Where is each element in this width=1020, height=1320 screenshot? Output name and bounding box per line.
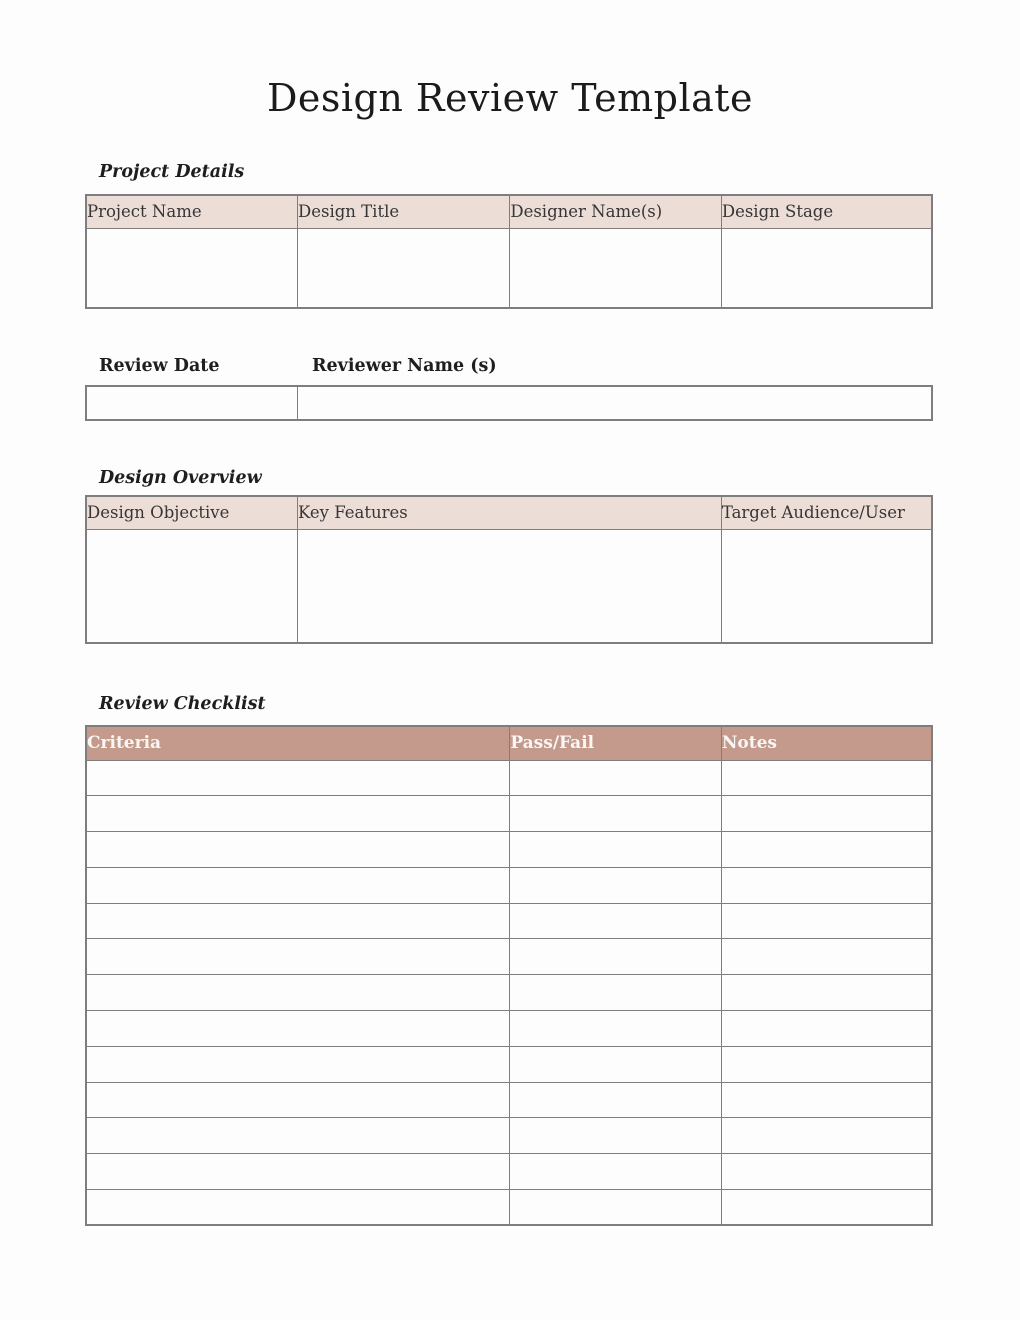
pass-fail-cell[interactable] [510, 1011, 722, 1047]
column-header-designer-names: Designer Name(s) [510, 195, 722, 228]
criteria-cell[interactable] [86, 1011, 510, 1047]
pass-fail-cell[interactable] [510, 796, 722, 832]
notes-cell[interactable] [721, 975, 932, 1011]
notes-cell[interactable] [721, 832, 932, 868]
design-objective-cell[interactable] [86, 529, 298, 643]
design-overview-header-row [86, 496, 932, 529]
notes-cell[interactable] [721, 1082, 932, 1118]
notes-cell[interactable] [721, 1046, 932, 1082]
notes-cell[interactable] [721, 796, 932, 832]
review-date-cell[interactable] [86, 386, 298, 420]
notes-cell[interactable] [721, 1118, 932, 1154]
notes-cell[interactable] [721, 1154, 932, 1190]
reviewer-name-label: Reviewer Name (s) [312, 356, 497, 376]
section-heading-design-overview: Design Overview [99, 468, 262, 488]
notes-cell[interactable] [721, 867, 932, 903]
pass-fail-cell[interactable] [510, 939, 722, 975]
checklist-row [86, 1190, 932, 1226]
pass-fail-cell[interactable] [510, 760, 722, 796]
review-checklist-table [85, 725, 933, 1226]
design-overview-entry-row [86, 529, 932, 643]
checklist-row [86, 867, 932, 903]
pass-fail-cell[interactable] [510, 832, 722, 868]
column-header-criteria: Criteria [86, 726, 510, 760]
pass-fail-cell[interactable] [510, 975, 722, 1011]
criteria-cell[interactable] [86, 1046, 510, 1082]
design-title-cell[interactable] [298, 228, 510, 308]
checklist-row [86, 903, 932, 939]
pass-fail-cell[interactable] [510, 1154, 722, 1190]
project-details-header-row [86, 195, 932, 228]
checklist-row [86, 975, 932, 1011]
criteria-cell[interactable] [86, 760, 510, 796]
design-stage-cell[interactable] [721, 228, 932, 308]
section-heading-review-checklist: Review Checklist [99, 694, 266, 714]
pass-fail-cell[interactable] [510, 867, 722, 903]
criteria-cell[interactable] [86, 1154, 510, 1190]
column-header-design-title: Design Title [298, 195, 510, 228]
pass-fail-cell[interactable] [510, 1082, 722, 1118]
pass-fail-cell[interactable] [510, 1118, 722, 1154]
page-title: Design Review Template [266, 76, 754, 120]
pass-fail-cell[interactable] [510, 1046, 722, 1082]
review-date-label: Review Date [99, 356, 220, 376]
pass-fail-cell[interactable] [510, 1190, 722, 1226]
column-header-design-stage: Design Stage [721, 195, 932, 228]
column-header-project-name: Project Name [86, 195, 298, 228]
reviewer-name-cell[interactable] [298, 386, 933, 420]
column-header-design-objective: Design Objective [86, 496, 298, 529]
review-checklist-body [86, 760, 932, 1225]
checklist-row [86, 796, 932, 832]
column-header-target-audience: Target Audience/User [721, 496, 932, 529]
notes-cell[interactable] [721, 760, 932, 796]
criteria-cell[interactable] [86, 1190, 510, 1226]
section-heading-project-details: Project Details [99, 162, 245, 182]
project-name-cell[interactable] [86, 228, 298, 308]
criteria-cell[interactable] [86, 832, 510, 868]
checklist-row [86, 939, 932, 975]
checklist-row [86, 1118, 932, 1154]
project-details-table [85, 194, 933, 309]
criteria-cell[interactable] [86, 975, 510, 1011]
checklist-row [86, 760, 932, 796]
review-info-entry-row [86, 386, 932, 420]
key-features-cell[interactable] [298, 529, 722, 643]
notes-cell[interactable] [721, 1011, 932, 1047]
checklist-row [86, 1154, 932, 1190]
checklist-row [86, 1082, 932, 1118]
notes-cell[interactable] [721, 903, 932, 939]
criteria-cell[interactable] [86, 939, 510, 975]
criteria-cell[interactable] [86, 867, 510, 903]
notes-cell[interactable] [721, 939, 932, 975]
criteria-cell[interactable] [86, 796, 510, 832]
column-header-key-features: Key Features [298, 496, 722, 529]
checklist-row [86, 1046, 932, 1082]
column-header-pass-fail: Pass/Fail [510, 726, 722, 760]
review-info-table [85, 385, 933, 421]
design-overview-table [85, 495, 933, 644]
criteria-cell[interactable] [86, 903, 510, 939]
review-checklist-header-row [86, 726, 932, 760]
criteria-cell[interactable] [86, 1082, 510, 1118]
column-header-notes: Notes [721, 726, 932, 760]
notes-cell[interactable] [721, 1190, 932, 1226]
checklist-row [86, 832, 932, 868]
pass-fail-cell[interactable] [510, 903, 722, 939]
project-details-entry-row [86, 228, 932, 308]
designer-names-cell[interactable] [510, 228, 722, 308]
target-audience-cell[interactable] [721, 529, 932, 643]
criteria-cell[interactable] [86, 1118, 510, 1154]
checklist-row [86, 1011, 932, 1047]
